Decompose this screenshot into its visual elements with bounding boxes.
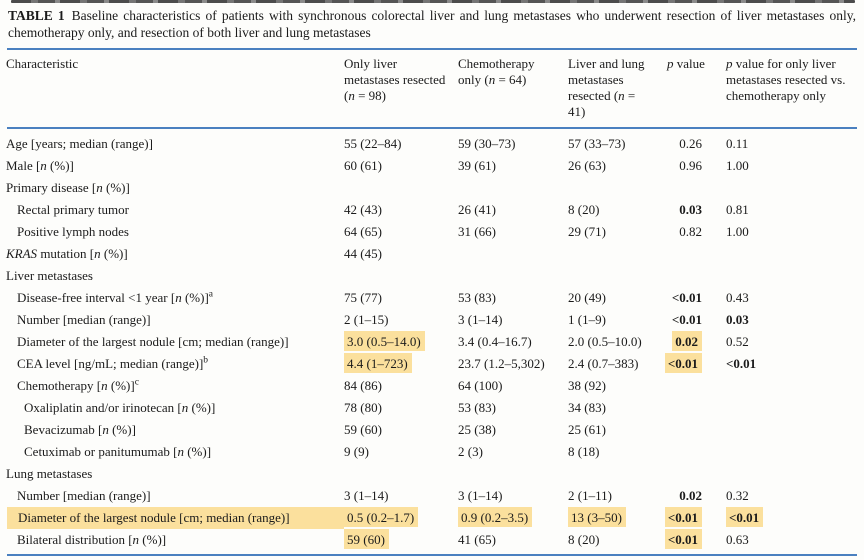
cell: 3.4 (0.4–16.7) [458, 334, 532, 349]
table-row [6, 529, 858, 551]
cell: 0.11 [726, 136, 749, 151]
cell: <0.01 [726, 507, 858, 529]
cell: 29 (71) [568, 224, 606, 239]
cell: 78 (80) [344, 400, 382, 415]
row-label: Positive lymph nodes [17, 224, 129, 239]
cell [663, 397, 726, 419]
section-row [6, 177, 858, 199]
table-row [6, 243, 858, 265]
table-row [6, 441, 858, 463]
cell: 0.02 [663, 331, 726, 353]
cell: 0.02 [679, 488, 702, 503]
table-row [6, 485, 858, 507]
cell: 26 (63) [568, 158, 606, 173]
cell [458, 243, 568, 265]
cell: 0.9 (0.2–3.5) [458, 507, 568, 529]
row-label: Diameter of the largest nodule [cm; median (range)] [17, 334, 289, 349]
column-header-characteristic: Characteristic [6, 56, 79, 71]
table-row [6, 199, 858, 221]
cell [726, 397, 858, 419]
cell [663, 463, 726, 485]
cell: 3 (1–14) [458, 488, 503, 503]
cell: 59 (30–73) [458, 136, 516, 151]
cell: 1 (1–9) [568, 312, 606, 327]
cell: 75 (77) [344, 290, 382, 305]
row-label: Lung metastases [6, 466, 93, 481]
cell [663, 243, 726, 265]
cell: 31 (66) [458, 224, 496, 239]
cell: 25 (38) [458, 422, 496, 437]
bottom-rule [7, 554, 857, 556]
column-header-p-value: p value [667, 56, 705, 71]
cell: 9 (9) [344, 444, 369, 459]
cell: 2 (3) [458, 444, 483, 459]
row-label: Disease-free interval <1 year [n (%)]$^a$ [17, 289, 213, 305]
row-label: Rectal primary tumor [17, 202, 129, 217]
cell [663, 441, 726, 463]
row-label: Age [years; median (range)] [6, 136, 153, 151]
table-row [6, 309, 858, 331]
table-row [6, 287, 858, 309]
table-row [6, 133, 858, 155]
caption-text: Baseline characteristics of patients with synchronous colorectal liver and lung metastases who underwent resection of liver metastases only, chemotherapy only, and resection of both liver and lung metastases [8, 8, 856, 40]
cell: 57 (33–73) [568, 136, 626, 151]
table-row [6, 375, 858, 397]
cell: 8 (20) [568, 532, 600, 547]
table-header-row [6, 50, 858, 127]
row-label: Bevacizumab [n (%)] [24, 422, 136, 437]
cell: 0.03 [726, 312, 749, 327]
cell: 13 (3–50) [568, 507, 663, 529]
cell [663, 265, 726, 287]
table-row [6, 419, 858, 441]
cell: <0.01 [726, 356, 757, 371]
cell [344, 463, 458, 485]
cell [568, 463, 663, 485]
cell: 84 (86) [344, 378, 382, 393]
cell [726, 441, 858, 463]
cell: 2.4 (0.7–383) [568, 356, 639, 371]
cell [568, 265, 663, 287]
row-label: Primary disease [n (%)] [6, 180, 130, 195]
cell: 0.96 [679, 158, 702, 173]
table-row [6, 507, 858, 529]
column-header-only-liver-resected: Only liver metastases resected (n = 98) [344, 56, 446, 103]
cell: 0.82 [679, 224, 702, 239]
cell: 2.0 (0.5–10.0) [568, 334, 642, 349]
cell: 3.0 (0.5–14.0) [344, 331, 458, 353]
cell: <0.01 [663, 529, 726, 551]
row-label: Number [median (range)] [17, 488, 151, 503]
cell [663, 419, 726, 441]
cell: 60 (61) [344, 158, 382, 173]
row-label: Liver metastases [6, 268, 93, 283]
cell: <0.01 [671, 312, 702, 327]
row-label: Bilateral distribution [n (%)] [17, 532, 167, 547]
table-caption [8, 7, 856, 41]
cell [458, 265, 568, 287]
cell: 26 (41) [458, 202, 496, 217]
cell: 41 (65) [458, 532, 496, 547]
cell: 42 (43) [344, 202, 382, 217]
cell [726, 177, 858, 199]
cell: 0.81 [726, 202, 749, 217]
cell: 0.03 [679, 202, 702, 217]
cell [663, 375, 726, 397]
cell [458, 463, 568, 485]
row-label: Chemotherapy [n (%)]$^c$ [17, 377, 139, 393]
table-row [6, 221, 858, 243]
table-row [6, 397, 858, 419]
cell: 0.63 [726, 532, 749, 547]
cell: 53 (83) [458, 400, 496, 415]
cell: 38 (92) [568, 378, 606, 393]
table-body [6, 129, 858, 554]
cell: 2 (1–15) [344, 312, 389, 327]
cell [568, 243, 663, 265]
cell [726, 463, 858, 485]
cell: 55 (22–84) [344, 136, 402, 151]
cell [726, 419, 858, 441]
cell: <0.01 [663, 353, 726, 375]
cell: <0.01 [663, 507, 726, 529]
cell [726, 265, 858, 287]
cell: 20 (49) [568, 290, 606, 305]
cell: 0.32 [726, 488, 749, 503]
section-row [6, 265, 858, 287]
cell [344, 265, 458, 287]
section-row [6, 463, 858, 485]
cell: 39 (61) [458, 158, 496, 173]
cell [726, 243, 858, 265]
cell: 25 (61) [568, 422, 606, 437]
column-header-p-value-resected-vs-chemo: p value for only liver metastases resected vs. chemotherapy only [726, 56, 846, 103]
scan-edge-artifact [11, 0, 855, 3]
row-label: Number [median (range)] [17, 312, 151, 327]
cell: 0.26 [679, 136, 702, 151]
cell: 8 (18) [568, 444, 600, 459]
cell [458, 177, 568, 199]
cell: 34 (83) [568, 400, 606, 415]
cell [344, 177, 458, 199]
cell [663, 177, 726, 199]
row-label: Diameter of the largest nodule [cm; median (range)] [7, 507, 344, 529]
row-label: Cetuximab or panitumumab [n (%)] [24, 444, 212, 459]
cell: 4.4 (1–723) [344, 353, 458, 375]
cell: 3 (1–14) [344, 488, 389, 503]
cell: 2 (1–11) [568, 488, 612, 503]
cell: 23.7 (1.2–5,302) [458, 356, 545, 371]
cell: 44 (45) [344, 246, 382, 261]
table-number: TABLE 1 [8, 8, 65, 23]
cell: 0.5 (0.2–1.7) [344, 507, 458, 529]
table-row [6, 155, 858, 177]
column-header-chemotherapy-only: Chemotherapy only (n = 64) [458, 56, 535, 87]
row-label: Oxaliplatin and/or irinotecan [n (%)] [24, 400, 216, 415]
row-label: Male [n (%)] [6, 158, 74, 173]
cell: 53 (83) [458, 290, 496, 305]
cell: 3 (1–14) [458, 312, 503, 327]
cell [726, 375, 858, 397]
cell: 64 (65) [344, 224, 382, 239]
cell: 64 (100) [458, 378, 503, 393]
table-row [6, 353, 858, 375]
cell: 59 (60) [344, 529, 458, 551]
cell: <0.01 [671, 290, 702, 305]
table-row [6, 331, 858, 353]
cell: 0.52 [726, 334, 749, 349]
row-label: CEA level [ng/mL; median (range)]$^b$ [17, 355, 209, 371]
cell: 1.00 [726, 224, 749, 239]
column-header-liver-and-lung-resected: Liver and lung metastases resected (n = 41) [568, 56, 645, 119]
cell: 0.43 [726, 290, 749, 305]
row-label: KRAS mutation [n (%)] [6, 246, 128, 261]
cell: 8 (20) [568, 202, 600, 217]
cell: 1.00 [726, 158, 749, 173]
cell [568, 177, 663, 199]
cell: 59 (60) [344, 422, 382, 437]
